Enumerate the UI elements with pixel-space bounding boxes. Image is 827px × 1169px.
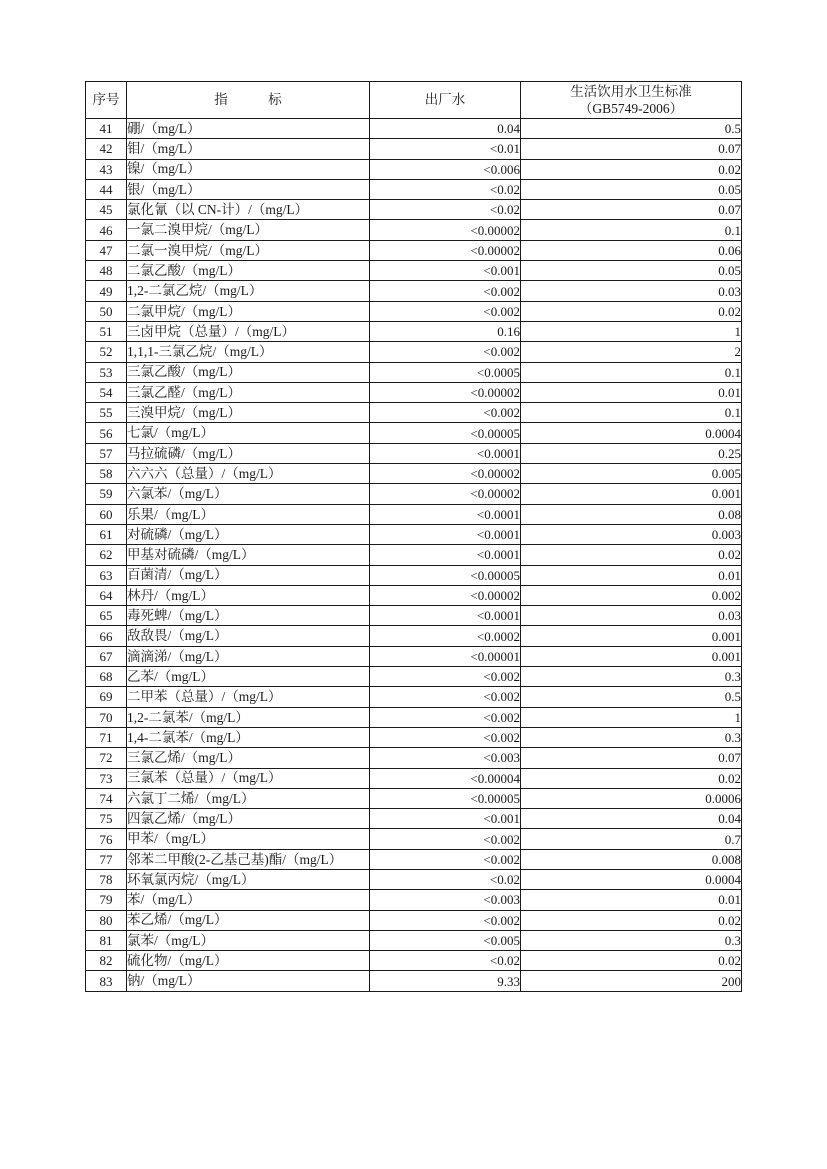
cell-index: 62 <box>86 545 127 565</box>
cell-standard: 0.25 <box>521 443 742 463</box>
cell-indicator: 甲基对硫磷/（mg/L） <box>127 545 370 565</box>
cell-indicator: 二甲苯（总量）/（mg/L） <box>127 687 370 707</box>
cell-factory-water: <0.002 <box>370 281 521 301</box>
cell-indicator: 乙苯/（mg/L） <box>127 667 370 687</box>
header-indicator: 指 标 <box>127 82 370 119</box>
table-row <box>86 951 742 971</box>
cell-factory-water: <0.006 <box>370 159 521 179</box>
cell-index: 57 <box>86 443 127 463</box>
cell-indicator: 三氯乙酸/（mg/L） <box>127 362 370 382</box>
cell-indicator: 六氯丁二烯/（mg/L） <box>127 788 370 808</box>
cell-standard: 0.06 <box>521 240 742 260</box>
table-row <box>86 464 742 484</box>
table-row <box>86 930 742 950</box>
cell-factory-water: <0.00002 <box>370 382 521 402</box>
cell-standard: 0.3 <box>521 667 742 687</box>
cell-indicator: 滴滴涕/（mg/L） <box>127 646 370 666</box>
table-header <box>86 82 742 119</box>
cell-standard: 0.07 <box>521 748 742 768</box>
cell-index: 46 <box>86 220 127 240</box>
cell-index: 75 <box>86 809 127 829</box>
cell-indicator: 七氯/（mg/L） <box>127 423 370 443</box>
cell-factory-water: <0.001 <box>370 261 521 281</box>
cell-standard: 200 <box>521 971 742 991</box>
table-row <box>86 443 742 463</box>
cell-standard: 0.0006 <box>521 788 742 808</box>
cell-indicator: 三氯乙醛/（mg/L） <box>127 382 370 402</box>
table-row <box>86 261 742 281</box>
cell-factory-water: <0.0001 <box>370 443 521 463</box>
cell-standard: 0.5 <box>521 687 742 707</box>
cell-factory-water: <0.02 <box>370 200 521 220</box>
cell-index: 81 <box>86 930 127 950</box>
table-row <box>86 484 742 504</box>
table-row <box>86 626 742 646</box>
cell-index: 72 <box>86 748 127 768</box>
cell-factory-water: <0.01 <box>370 139 521 159</box>
table-row <box>86 565 742 585</box>
cell-standard: 0.07 <box>521 139 742 159</box>
cell-indicator: 1,1,1-三氯乙烷/（mg/L） <box>127 342 370 362</box>
cell-factory-water: <0.002 <box>370 403 521 423</box>
cell-index: 52 <box>86 342 127 362</box>
cell-factory-water: <0.00002 <box>370 464 521 484</box>
cell-index: 74 <box>86 788 127 808</box>
cell-factory-water: <0.002 <box>370 342 521 362</box>
cell-standard: 0.7 <box>521 829 742 849</box>
cell-index: 73 <box>86 768 127 788</box>
cell-indicator: 甲苯/（mg/L） <box>127 829 370 849</box>
cell-indicator: 苯/（mg/L） <box>127 890 370 910</box>
table-row <box>86 768 742 788</box>
table-row <box>86 200 742 220</box>
cell-standard: 0.05 <box>521 179 742 199</box>
cell-standard: 0.03 <box>521 281 742 301</box>
table-row <box>86 524 742 544</box>
cell-index: 71 <box>86 727 127 747</box>
cell-standard: 0.01 <box>521 565 742 585</box>
cell-factory-water: <0.001 <box>370 809 521 829</box>
cell-standard: 2 <box>521 342 742 362</box>
cell-indicator: 二氯一溴甲烷/（mg/L） <box>127 240 370 260</box>
cell-index: 56 <box>86 423 127 443</box>
table-row <box>86 890 742 910</box>
table-row <box>86 179 742 199</box>
cell-index: 65 <box>86 606 127 626</box>
cell-standard: 0.1 <box>521 220 742 240</box>
table-row <box>86 971 742 991</box>
cell-index: 80 <box>86 910 127 930</box>
cell-indicator: 一氯二溴甲烷/（mg/L） <box>127 220 370 240</box>
cell-standard: 0.005 <box>521 464 742 484</box>
cell-indicator: 氯化氰（以 CN-计）/（mg/L） <box>127 200 370 220</box>
header-standard-line2: （GB5749-2006） <box>578 101 684 116</box>
cell-standard: 0.0004 <box>521 423 742 443</box>
cell-index: 41 <box>86 119 127 139</box>
table-row <box>86 321 742 341</box>
cell-standard: 0.03 <box>521 606 742 626</box>
cell-indicator: 镍/（mg/L） <box>127 159 370 179</box>
cell-indicator: 钠/（mg/L） <box>127 971 370 991</box>
cell-standard: 0.02 <box>521 159 742 179</box>
table-row <box>86 829 742 849</box>
cell-index: 78 <box>86 869 127 889</box>
cell-standard: 0.002 <box>521 585 742 605</box>
cell-factory-water: 0.16 <box>370 321 521 341</box>
table-row <box>86 220 742 240</box>
table-row <box>86 281 742 301</box>
cell-indicator: 毒死蜱/（mg/L） <box>127 606 370 626</box>
cell-factory-water: <0.00004 <box>370 768 521 788</box>
cell-factory-water: <0.0001 <box>370 524 521 544</box>
cell-index: 45 <box>86 200 127 220</box>
cell-index: 70 <box>86 707 127 727</box>
table-row <box>86 809 742 829</box>
cell-index: 66 <box>86 626 127 646</box>
cell-indicator: 乐果/（mg/L） <box>127 504 370 524</box>
cell-standard: 0.05 <box>521 261 742 281</box>
cell-factory-water: <0.00002 <box>370 484 521 504</box>
table-row <box>86 727 742 747</box>
cell-factory-water: <0.0001 <box>370 504 521 524</box>
cell-factory-water: <0.002 <box>370 849 521 869</box>
cell-index: 54 <box>86 382 127 402</box>
cell-standard: 0.08 <box>521 504 742 524</box>
cell-factory-water: <0.0001 <box>370 606 521 626</box>
cell-index: 68 <box>86 667 127 687</box>
table-row <box>86 545 742 565</box>
table-row <box>86 159 742 179</box>
header-standard <box>521 82 742 119</box>
cell-indicator: 硫化物/（mg/L） <box>127 951 370 971</box>
cell-standard: 0.01 <box>521 382 742 402</box>
cell-factory-water: <0.0005 <box>370 362 521 382</box>
cell-indicator: 二氯乙酸/（mg/L） <box>127 261 370 281</box>
cell-indicator: 对硫磷/（mg/L） <box>127 524 370 544</box>
cell-index: 55 <box>86 403 127 423</box>
table-row <box>86 423 742 443</box>
cell-indicator: 百菌清/（mg/L） <box>127 565 370 585</box>
cell-standard: 0.1 <box>521 362 742 382</box>
cell-indicator: 环氧氯丙烷/（mg/L） <box>127 869 370 889</box>
cell-factory-water: 9.33 <box>370 971 521 991</box>
cell-factory-water: <0.002 <box>370 910 521 930</box>
cell-factory-water: <0.00002 <box>370 240 521 260</box>
table-row <box>86 788 742 808</box>
cell-factory-water: <0.002 <box>370 829 521 849</box>
cell-index: 58 <box>86 464 127 484</box>
cell-indicator: 敌敌畏/（mg/L） <box>127 626 370 646</box>
table-row <box>86 748 742 768</box>
cell-standard: 0.001 <box>521 484 742 504</box>
cell-index: 43 <box>86 159 127 179</box>
cell-indicator: 氯苯/（mg/L） <box>127 930 370 950</box>
table-row <box>86 910 742 930</box>
table-row <box>86 504 742 524</box>
cell-standard: 0.5 <box>521 119 742 139</box>
cell-factory-water: <0.02 <box>370 951 521 971</box>
table-row <box>86 869 742 889</box>
cell-indicator: 三氯苯（总量）/（mg/L） <box>127 768 370 788</box>
cell-factory-water: <0.02 <box>370 179 521 199</box>
cell-factory-water: <0.002 <box>370 667 521 687</box>
cell-factory-water: <0.002 <box>370 727 521 747</box>
cell-index: 53 <box>86 362 127 382</box>
table-row <box>86 849 742 869</box>
cell-indicator: 1,2-二氯乙烷/（mg/L） <box>127 281 370 301</box>
cell-standard: 1 <box>521 321 742 341</box>
cell-indicator: 三卤甲烷（总量）/（mg/L） <box>127 321 370 341</box>
cell-index: 79 <box>86 890 127 910</box>
cell-factory-water: <0.0001 <box>370 545 521 565</box>
cell-factory-water: <0.005 <box>370 930 521 950</box>
header-standard-line1: 生活饮用水卫生标准 <box>570 84 692 99</box>
table-row <box>86 687 742 707</box>
cell-index: 59 <box>86 484 127 504</box>
table-row <box>86 119 742 139</box>
cell-standard: 0.02 <box>521 768 742 788</box>
cell-index: 82 <box>86 951 127 971</box>
water-quality-table <box>85 81 742 992</box>
cell-indicator: 三溴甲烷/（mg/L） <box>127 403 370 423</box>
cell-factory-water: <0.003 <box>370 890 521 910</box>
table-row <box>86 240 742 260</box>
cell-standard: 0.04 <box>521 809 742 829</box>
cell-factory-water: <0.003 <box>370 748 521 768</box>
cell-indicator: 1,4-二氯苯/（mg/L） <box>127 727 370 747</box>
cell-standard: 0.07 <box>521 200 742 220</box>
cell-indicator: 硼/（mg/L） <box>127 119 370 139</box>
cell-standard: 0.3 <box>521 930 742 950</box>
table-row <box>86 403 742 423</box>
cell-index: 77 <box>86 849 127 869</box>
cell-indicator: 苯乙烯/（mg/L） <box>127 910 370 930</box>
cell-standard: 0.008 <box>521 849 742 869</box>
cell-factory-water: <0.0002 <box>370 626 521 646</box>
cell-factory-water: <0.00002 <box>370 220 521 240</box>
cell-indicator: 林丹/（mg/L） <box>127 585 370 605</box>
cell-indicator: 钼/（mg/L） <box>127 139 370 159</box>
table-row <box>86 342 742 362</box>
cell-factory-water: <0.002 <box>370 707 521 727</box>
cell-indicator: 四氯乙烯/（mg/L） <box>127 809 370 829</box>
cell-index: 61 <box>86 524 127 544</box>
cell-factory-water: <0.00005 <box>370 423 521 443</box>
table-row <box>86 585 742 605</box>
cell-factory-water: <0.00005 <box>370 788 521 808</box>
cell-standard: 0.01 <box>521 890 742 910</box>
cell-factory-water: <0.00005 <box>370 565 521 585</box>
cell-indicator: 六氯苯/（mg/L） <box>127 484 370 504</box>
cell-factory-water: 0.04 <box>370 119 521 139</box>
cell-index: 76 <box>86 829 127 849</box>
table-row <box>86 606 742 626</box>
table-row <box>86 646 742 666</box>
cell-index: 64 <box>86 585 127 605</box>
table-body <box>86 119 742 992</box>
cell-indicator: 三氯乙烯/（mg/L） <box>127 748 370 768</box>
header-factory-water: 出厂水 <box>370 82 521 119</box>
cell-standard: 0.02 <box>521 545 742 565</box>
cell-standard: 0.003 <box>521 524 742 544</box>
cell-factory-water: <0.002 <box>370 687 521 707</box>
cell-index: 44 <box>86 179 127 199</box>
cell-indicator: 1,2-二氯苯/（mg/L） <box>127 707 370 727</box>
cell-factory-water: <0.00002 <box>370 585 521 605</box>
cell-index: 67 <box>86 646 127 666</box>
cell-indicator: 二氯甲烷/（mg/L） <box>127 301 370 321</box>
cell-index: 49 <box>86 281 127 301</box>
cell-standard: 0.0004 <box>521 869 742 889</box>
cell-indicator: 邻苯二甲酸(2-乙基己基)酯/（mg/L） <box>127 849 370 869</box>
table-row <box>86 362 742 382</box>
cell-factory-water: <0.02 <box>370 869 521 889</box>
cell-index: 47 <box>86 240 127 260</box>
header-row <box>86 82 742 119</box>
cell-indicator: 马拉硫磷/（mg/L） <box>127 443 370 463</box>
cell-index: 83 <box>86 971 127 991</box>
cell-index: 42 <box>86 139 127 159</box>
table-row <box>86 139 742 159</box>
table-row <box>86 301 742 321</box>
table-row <box>86 382 742 402</box>
cell-indicator: 六六六（总量）/（mg/L） <box>127 464 370 484</box>
cell-factory-water: <0.00001 <box>370 646 521 666</box>
cell-factory-water: <0.002 <box>370 301 521 321</box>
cell-index: 48 <box>86 261 127 281</box>
cell-index: 69 <box>86 687 127 707</box>
table-row <box>86 667 742 687</box>
cell-index: 60 <box>86 504 127 524</box>
cell-standard: 0.001 <box>521 646 742 666</box>
cell-indicator: 银/（mg/L） <box>127 179 370 199</box>
cell-standard: 0.02 <box>521 910 742 930</box>
cell-index: 63 <box>86 565 127 585</box>
cell-standard: 0.1 <box>521 403 742 423</box>
cell-index: 51 <box>86 321 127 341</box>
header-index: 序号 <box>86 82 127 119</box>
cell-standard: 0.02 <box>521 951 742 971</box>
cell-standard: 0.001 <box>521 626 742 646</box>
cell-index: 50 <box>86 301 127 321</box>
table-row <box>86 707 742 727</box>
cell-standard: 0.3 <box>521 727 742 747</box>
cell-standard: 0.02 <box>521 301 742 321</box>
cell-standard: 1 <box>521 707 742 727</box>
